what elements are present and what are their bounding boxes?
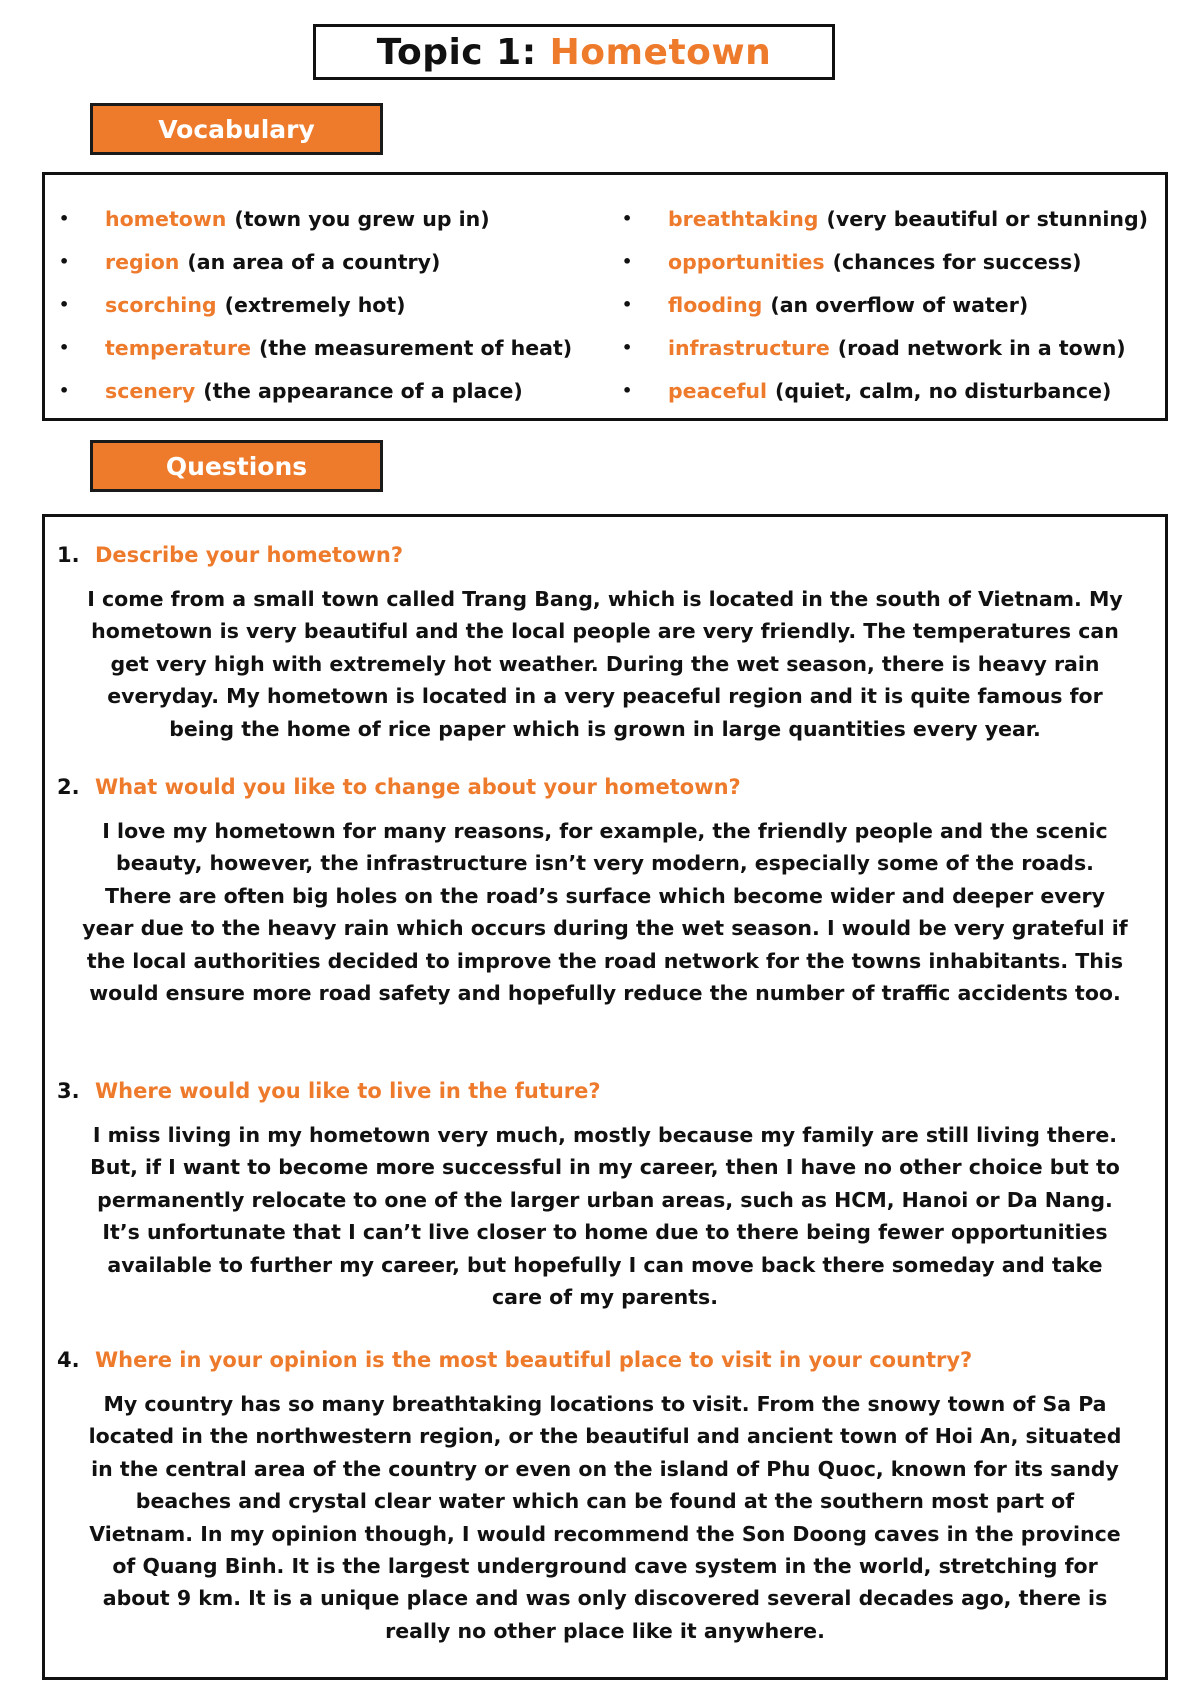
vocabulary-heading: Vocabulary <box>90 103 383 155</box>
vocabulary-box <box>42 172 1168 421</box>
vocab-item <box>55 197 572 240</box>
question-text: What would you like to change about your hometown? <box>95 775 741 799</box>
vocab-term: flooding <box>668 292 763 317</box>
vocab-item <box>55 240 572 283</box>
bullet-icon: • <box>59 252 70 271</box>
vocab-item <box>618 283 1148 326</box>
question-text: Where in your opinion is the most beautiful place to visit in your country? <box>95 1348 973 1372</box>
vocab-definition: (quiet, calm, no disturbance) <box>775 378 1112 403</box>
vocab-definition: (an area of a country) <box>187 249 441 274</box>
vocab-definition: (very beautiful or stunning) <box>826 206 1149 231</box>
vocab-definition: (the appearance of a place) <box>203 378 523 403</box>
question-block <box>45 1075 1165 1313</box>
vocab-term: infrastructure <box>668 335 830 360</box>
answer-text: I miss living in my hometown very much, mostly because my family are still living there. But, if I want to become more successful in my career, then I have no other choice but to permanently relocate to one of the larger urban areas, such as HCM, Hanoi or Da Nang. It’s unfortunate that I can’t live closer to home due to there being fewer opportunities available to further my career, but hopefully I can move back there someday and take care of my parents. <box>90 1123 1120 1310</box>
bullet-icon: • <box>59 381 70 400</box>
vocab-term: scenery <box>105 378 196 403</box>
vocab-term: peaceful <box>668 378 768 403</box>
question-block <box>45 771 1165 1009</box>
vocab-item <box>618 326 1148 369</box>
vocab-definition: (town you grew up in) <box>234 206 490 231</box>
bullet-icon: • <box>622 338 633 357</box>
bullet-icon: • <box>622 381 633 400</box>
vocab-item <box>55 283 572 326</box>
vocabulary-left-column <box>55 197 572 412</box>
question-number: 2. <box>57 775 80 799</box>
answer-text: I come from a small town called Trang Bang, which is located in the south of Vietnam. My hometown is very beautiful and the local people are very friendly. The temperatures can get very high with extremely hot weather. During the wet season, there is heavy rain everyday. My hometown is located in a very peaceful region and it is quite famous for being the home of rice paper which is grown in large quantities every year. <box>87 587 1123 741</box>
question-header <box>45 1075 1165 1107</box>
page-title <box>313 24 835 80</box>
questions-box <box>42 514 1168 1680</box>
vocab-term: hometown <box>105 206 227 231</box>
title-accent: Hometown <box>549 31 772 73</box>
question-block <box>45 539 1165 745</box>
bullet-icon: • <box>59 295 70 314</box>
bullet-icon: • <box>622 295 633 314</box>
vocab-item <box>55 326 572 369</box>
vocab-definition: (extremely hot) <box>224 292 406 317</box>
question-number: 3. <box>57 1079 80 1103</box>
vocabulary-right-column <box>618 197 1148 412</box>
vocab-term: breathtaking <box>668 206 819 231</box>
vocab-item <box>618 240 1148 283</box>
vocab-definition: (chances for success) <box>832 249 1082 274</box>
question-header <box>45 1344 1165 1376</box>
bullet-icon: • <box>59 338 70 357</box>
answer-text: I love my hometown for many reasons, for example, the friendly people and the scenic beauty, however, the infrastructure isn’t very modern, especially some of the roads. There are often big holes on the road’s surface which become wider and deeper every year due to the heavy rain which occurs during the wet season. I would be very grateful if the local authorities decided to improve the road network for the towns inhabitants. This would ensure more road safety and hopefully reduce the number of traffic accidents too. <box>82 819 1128 1006</box>
vocab-item <box>618 369 1148 412</box>
answer-text: My country has so many breathtaking locations to visit. From the snowy town of Sa Pa located in the northwestern region, or the beautiful and ancient town of Hoi An, situated in the central area of the country or even on the island of Phu Quoc, known for its sandy beaches and crystal clear water which can be found at the southern most part of Vietnam. In my opinion though, I would recommend the Son Doong caves in the province of Quang Binh. It is the largest underground cave system in the world, stretching for about 9 km. It is a unique place and was only discovered several decades ago, there is really no other place like it anywhere. <box>88 1392 1122 1643</box>
vocab-term: opportunities <box>668 249 825 274</box>
vocab-term: region <box>105 249 180 274</box>
bullet-icon: • <box>59 209 70 228</box>
vocab-term: temperature <box>105 335 251 360</box>
vocab-definition: (an overflow of water) <box>770 292 1029 317</box>
vocab-definition: (road network in a town) <box>837 335 1126 360</box>
vocab-term: scorching <box>105 292 217 317</box>
question-number: 1. <box>57 543 80 567</box>
question-header <box>45 539 1165 571</box>
question-header <box>45 771 1165 803</box>
bullet-icon: • <box>622 209 633 228</box>
bullet-icon: • <box>622 252 633 271</box>
vocab-item <box>618 197 1148 240</box>
vocab-definition: (the measurement of heat) <box>259 335 573 360</box>
question-number: 4. <box>57 1348 80 1372</box>
questions-heading: Questions <box>90 440 383 492</box>
question-text: Where would you like to live in the future? <box>95 1079 601 1103</box>
question-text: Describe your hometown? <box>95 543 403 567</box>
vocab-item <box>55 369 572 412</box>
question-block <box>45 1344 1165 1647</box>
title-prefix: Topic 1: <box>376 31 537 73</box>
